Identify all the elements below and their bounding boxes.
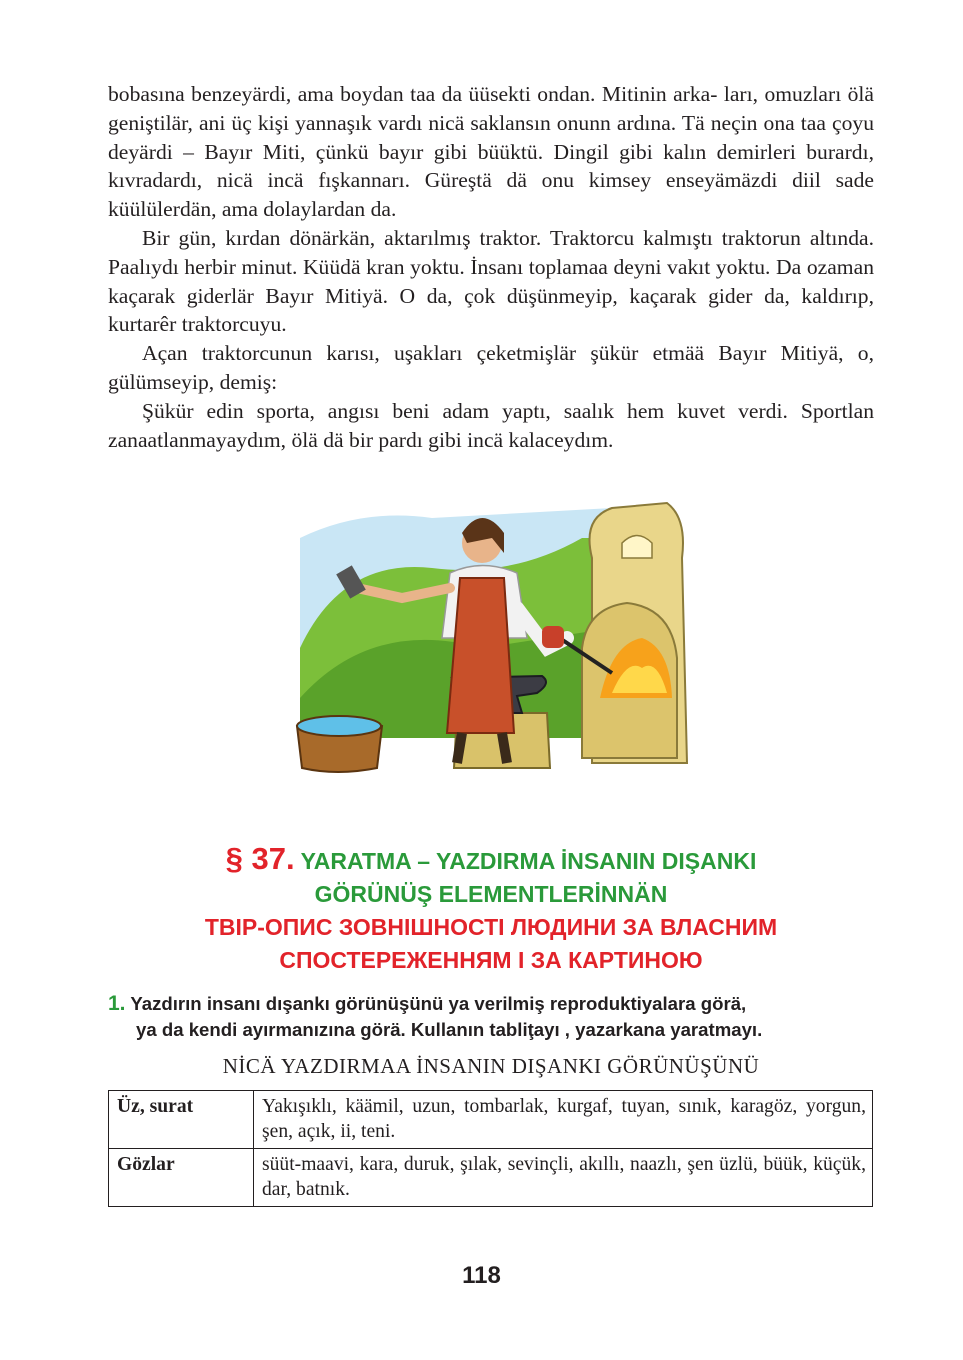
- table-row: [109, 1149, 873, 1207]
- page-number: 118: [462, 1262, 501, 1289]
- exercise-1: [108, 991, 874, 1043]
- section-title-ukrainian: СПОСТЕРЕЖЕННЯМ І ЗА КАРТИНОЮ: [279, 947, 703, 973]
- story-paragraph: Şükür edin sporta, angısı beni adam yaptı, saalık hem kuvet verdi. Sportlan zanaatlanmayaydım, ölä dä bir pardı gibi incä kalaceydım.: [108, 398, 874, 452]
- story-text: [108, 80, 874, 454]
- section-title-gagauz: YARATMA – YAZDIRMA İNSANIN DIŞANKI: [300, 848, 757, 874]
- table-cell-value: Yakışıklı, käämil, uzun, tombarlak, kurgaf, tuyan, sınık, karagöz, yorgun, şen, açık, ii, teni.: [254, 1091, 873, 1149]
- section-number: § 37.: [225, 841, 295, 876]
- story-paragraph: Açan traktorcunun karısı, uşakları çeketmişlär şükür etmää Bayır Mitiyä, o, gülümseyip, demiş:: [108, 341, 874, 394]
- story-paragraph: bobasına benzeyärdi, ama boydan taa da üüsekti ondan. Mitinin arka- ları, omuzları ölä geniştilär, ani üç kişi yannaşık vardı nicä saklansın onunn ardına. Tä neçin ona taa çoyu deyärdi – Bayır Miti, çünkü bayır gibi büüktü. Dingil gibi kalın demirleri burardı, kıvradardı, nicä incä fışkannarı. Güreştä dä onu kimsey enseyämäzdi diil sade küülülerdän, ama dolaylardan da.: [108, 82, 874, 222]
- table-cell-key: Üz, surat: [109, 1091, 254, 1149]
- table-row: [109, 1091, 873, 1149]
- exercise-text: Yazdırın insanı dışankı görünüşünü ya verilmiş reproduktiyalara görä,: [130, 993, 747, 1014]
- vocabulary-table: [108, 1090, 873, 1207]
- story-paragraph: Bir gün, kırdan dönärkän, aktarılmış traktor. Traktorcu kalmıştı traktorun altında. Paalıydı herbir minut. Küüdä kran yoktu. İnsanı toplamaa deyni vakıt yoktu. Da ozaman kaçarak giderlär Bayır Mitiyä. O da, çok düşünmeyip, kaçarak gider da, kaldırıp, kurtarêr traktorcuyu.: [108, 225, 874, 337]
- exercise-text: ya da kendi ayırmanızına görä. Kullanın tabliţayı , yazarkana yaratmayı.: [136, 1019, 763, 1040]
- exercise-number: 1.: [108, 992, 126, 1015]
- section-title-gagauz: GÖRÜNÜŞ ELEMENTLERİNNÄN: [314, 881, 668, 907]
- blacksmith-illustration: [282, 498, 692, 773]
- table-cell-key: Gözlar: [109, 1149, 254, 1207]
- section-title-ukrainian: ТВІР-ОПИС ЗОВНІШНОСТІ ЛЮДИНИ ЗА ВЛАСНИМ: [204, 914, 778, 940]
- section-heading: [108, 842, 874, 977]
- table-title: NİCÄ YAZDIRMAA İNSANIN DIŞANKI GÖRÜNÜŞÜNÜ: [222, 1054, 760, 1078]
- table-cell-value: süüt-maavi, kara, duruk, şılak, sevinçli, akıllı, naazlı, şen üzlü, büük, küçük, dar, batnık.: [254, 1149, 873, 1207]
